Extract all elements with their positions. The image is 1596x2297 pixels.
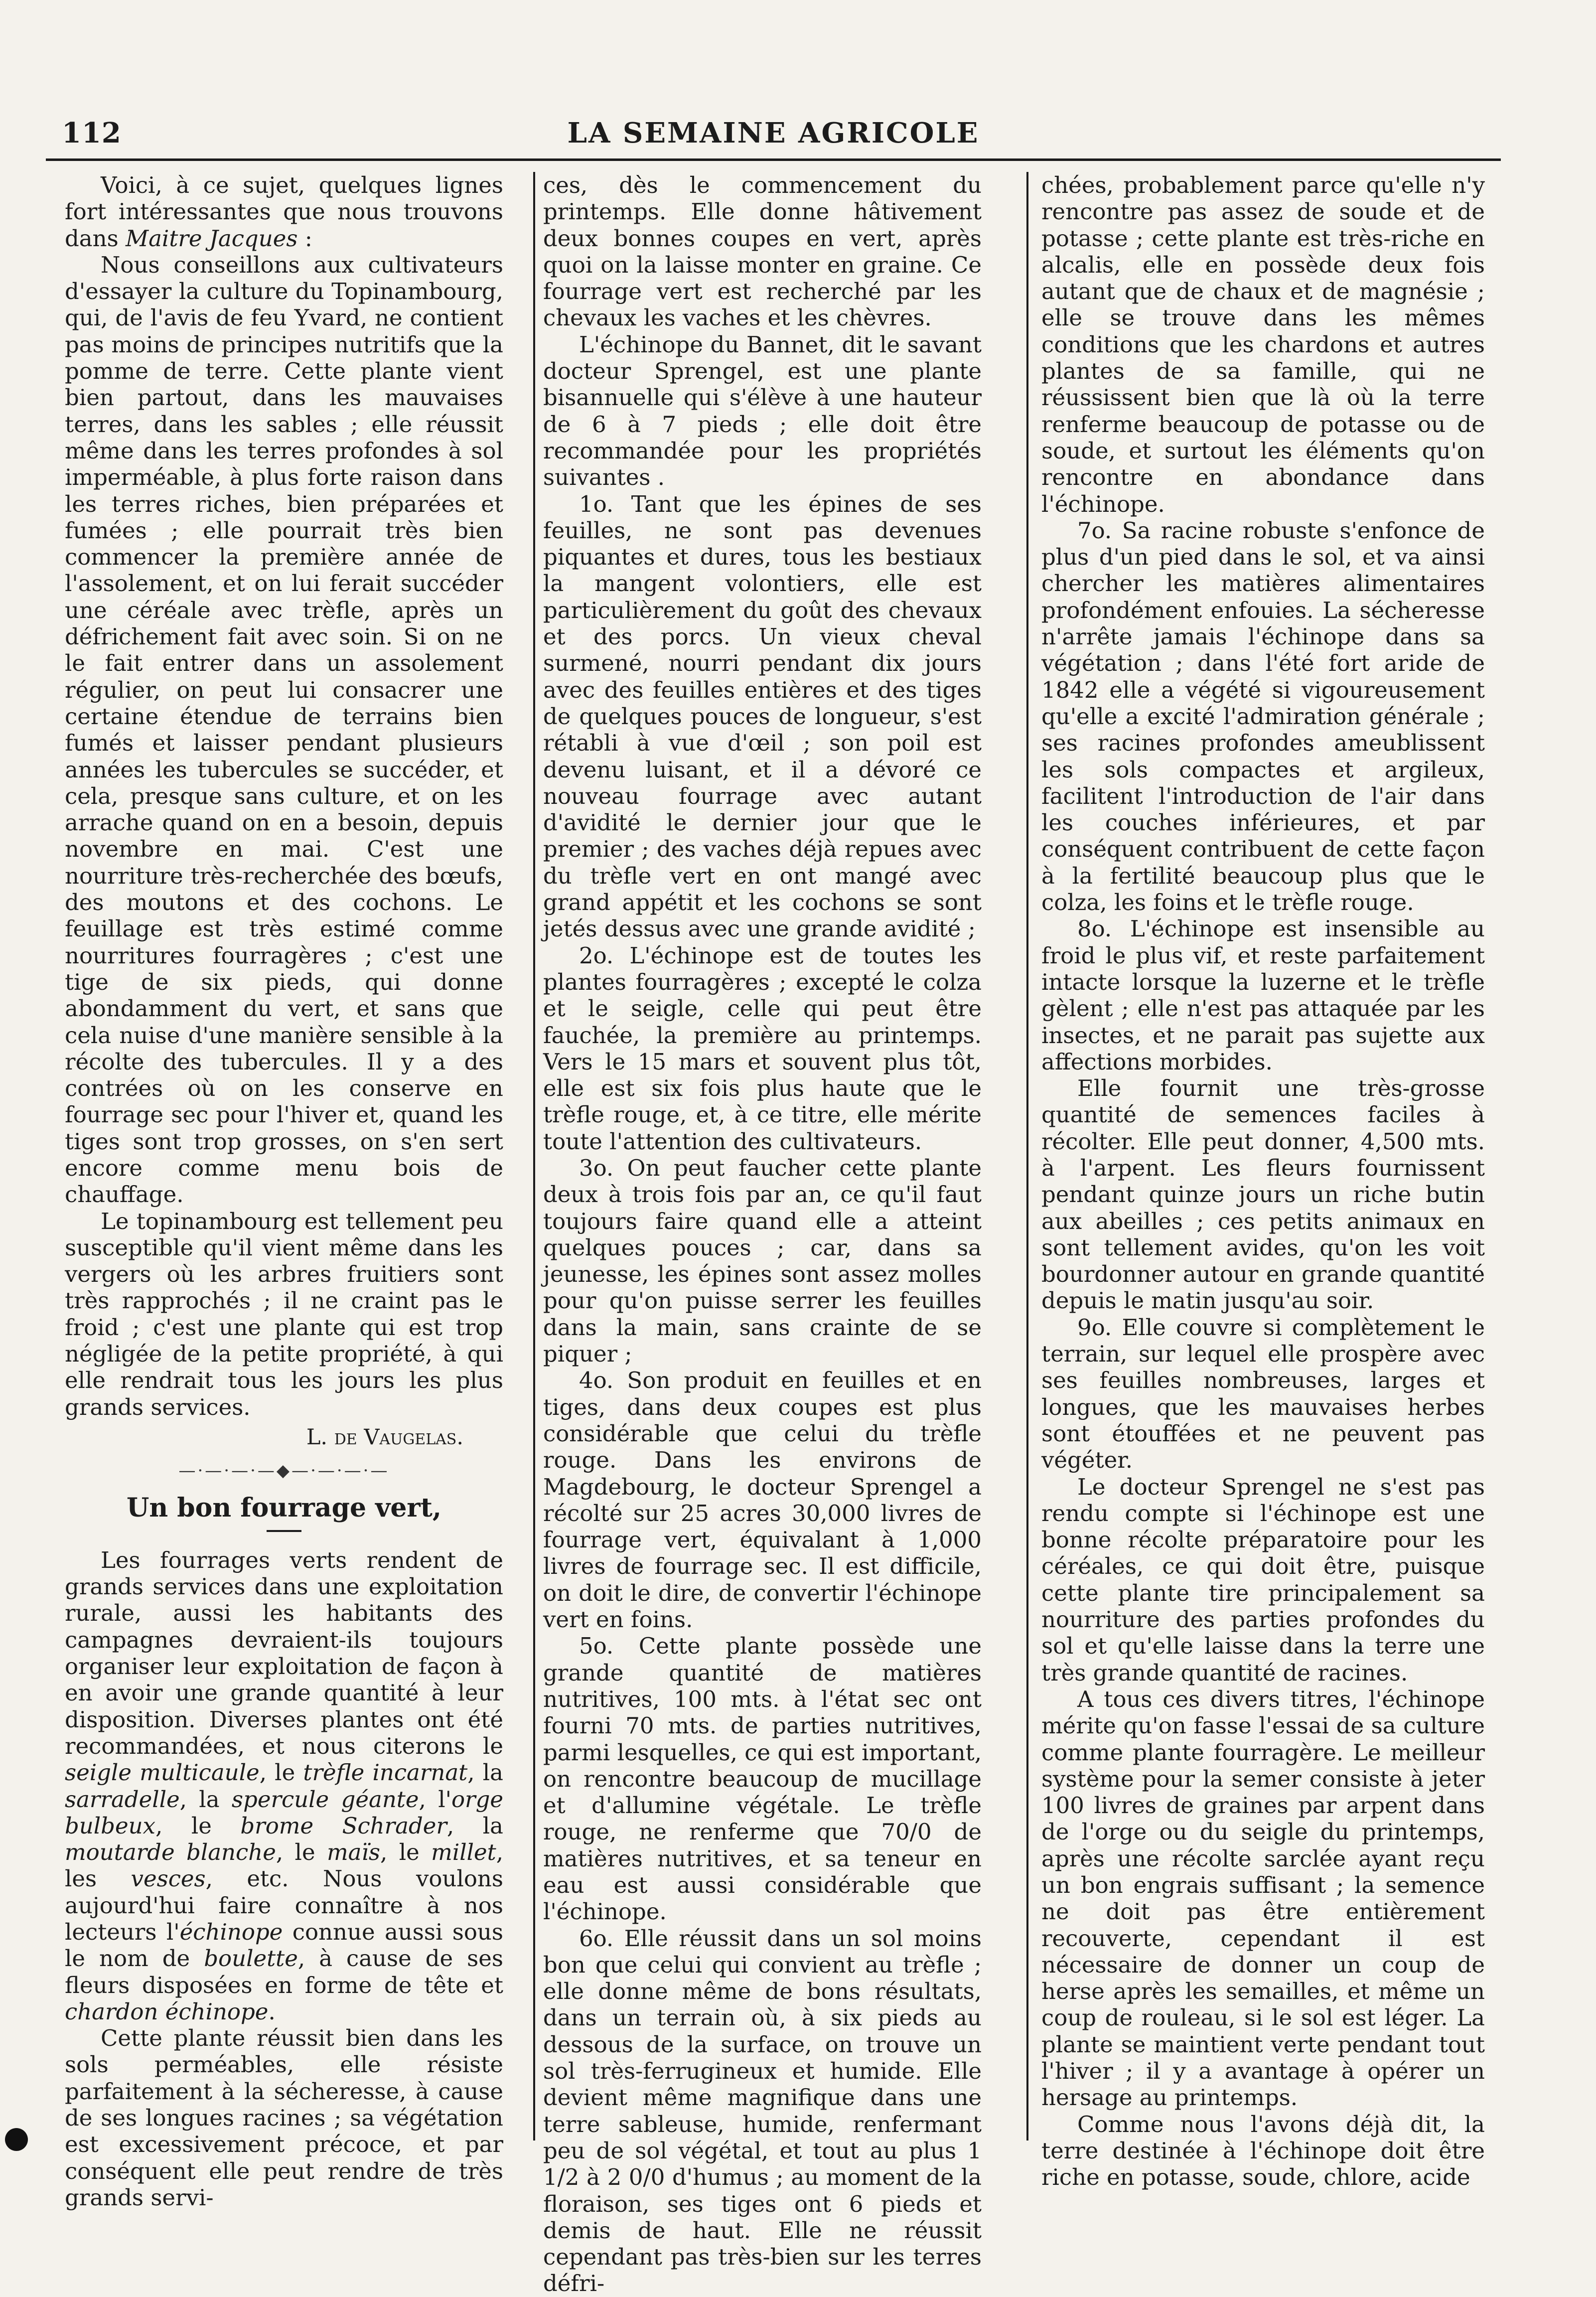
column-1 (65, 172, 503, 2211)
header-rule (46, 158, 1501, 161)
column-3 (1041, 172, 1485, 2191)
paragraph: 2o. L'échinope est de toutes les plantes fourragères ; excepté le colza et le seigle, celle qui peut être fauchée, la première au printemps. Vers le 15 mars et souvent plus tôt, elle est six fois plus haute que le trèfle rouge, et, à ce titre, elle mérite toute l'attention des cultivateurs. (543, 942, 982, 1155)
paragraph: 5o. Cette plante possède une grande quantité de matières nutritives, 100 mts. à l'état sec ont fourni 70 mts. de parties nutritives, parmi lesquelles, ce qui est important, on rencontre beaucoup de mucillage et d'allumine végétale. Le trèfle rouge, ne renferme que 70/0 de matières nutritives, et sa teneur en eau est aussi considérable que l'échinope. (543, 1633, 982, 1925)
page-number: 112 (62, 117, 122, 150)
paragraph: 7o. Sa racine robuste s'enfonce de plus d'un pied dans le sol, et va ainsi chercher les matières alimentaires profondément enfouies. La sécheresse n'arrête jamais l'échinope dans sa végétation ; dans l'été fort aride de 1842 elle a végété si vigoureusement qu'elle a excité l'admiration générale ; ses racines profondes ameublissent les sols compactes et argileux, facilitent l'introduction de l'air dans les couches inférieures, et par conséquent contribuent de cette façon à la fertilité beaucoup plus que le colza, les foins et le trèfle rouge. (1041, 517, 1485, 916)
section-title: Un bon fourrage vert, (127, 1492, 441, 1523)
column-divider (1026, 172, 1028, 2141)
paragraph: Comme nous l'avons déjà dit, la terre destinée à l'échinope doit être riche en potasse, soude, chlore, acide (1041, 2111, 1485, 2191)
paragraph: 9o. Elle couvre si complètement le terrain, sur lequel elle prospère avec ses feuilles nombreuses, larges et longues, que les mauvaises herbes sont étouffées et ne peuvent pas végéter. (1041, 1314, 1485, 1474)
paragraph: Le topinambourg est tellement peu susceptible qu'il vient même dans les vergers où les arbres fruitiers sont très rapprochés ; il ne craint pas le froid ; c'est une plante qui est trop négligée de la petite propriété, à qui elle rendrait tous les jours les plus grands services. (65, 1208, 503, 1420)
column-divider (533, 172, 535, 2141)
paragraph: 4o. Son produit en feuilles et en tiges, dans deux coupes est plus considérable que celui du trèfle rouge. Dans les environs de Magdebourg, le docteur Sprengel a récolté sur 25 acres 30,000 livres de fourrage vert, équivalant à 1,000 livres de fourrage sec. Il est difficile, on doit le dire, de convertir l'échinope vert en foins. (543, 1367, 982, 1633)
column-2 (543, 172, 982, 2297)
author-signature: L. de Vaugelas. (306, 1424, 463, 1450)
paragraph: L'échinope du Bannet, dit le savant docteur Sprengel, est une plante bisannuelle qui s'élève à une hauteur de 6 à 7 pieds ; elle doit être recommandée pour les propriétés suivantes . (543, 331, 982, 491)
paragraph: 3o. On peut faucher cette plante deux à trois fois par an, ce qu'il faut toujours faire quand elle a atteint quelques pouces ; car, dans sa jeunesse, les épines sont assez molles pour qu'on puisse serrer les feuilles dans la main, sans crainte de se piquer ; (543, 1154, 982, 1368)
paragraph: Le docteur Sprengel ne s'est pas rendu compte si l'échinope est une bonne récolte préparatoire pour les céréales, ce qui doit être, puisque cette plante tire principalement sa nourriture des parties profondes du sol et qu'elle laisse dans la terre une très grande quantité de racines. (1041, 1473, 1485, 1686)
paragraph: 6o. Elle réussit dans un sol moins bon que celui qui convient au trèfle ; elle donne même de bons résultats, dans un terrain où, à six pieds au dessous de la surface, on trouve un sol très-ferrugineux et humide. Elle devient même magnifique dans une terre sableuse, humide, renfermant peu de sol végétal, et tout au plus 1 1/2 à 2 0/0 d'humus ; au moment de la floraison, ses tiges ont 6 pieds et demis de haut. Elle ne réussit cependant pas très-bien sur les terres défri- (543, 1925, 982, 2297)
paragraph: Cette plante réussit bien dans les sols perméables, elle résiste parfaitement à la sécheresse, à cause de ses longues racines ; sa végétation est excessivement précoce, et par conséquent elle peut rendre de très grands servi- (65, 2025, 503, 2211)
journal-title: LA SEMAINE AGRICOLE (567, 117, 980, 150)
section-ornament: —·—·—·—◆—·—·—·— (178, 1461, 390, 1481)
paragraph: Voici, à ce sujet, quelques lignes fort intéressantes que nous trouvons dans Maitre Jacques : (65, 172, 503, 252)
paragraph: Nous conseillons aux cultivateurs d'essayer la culture du Topinambourg, qui, de l'avis de feu Yvard, ne contient pas moins de principes nutritifs que la pomme de terre. Cette plante vient bien partout, dans les mauvaises terres, dans les sables ; elle réussit même dans les terres profondes à sol imperméable, à plus forte raison dans les terres riches, bien préparées et fumées ; elle pourrait très bien commencer la première année de l'assolement, et on lui ferait succéder une céréale avec trèfle, après un défrichement fait avec soin. Si on ne le fait entrer dans un assolement régulier, on peut lui consacrer une certaine étendue de terrains bien fumés et laisser pendant plusieurs années les tubercules se succéder, et cela, presque sans culture, et on les arrache quand on en a besoin, depuis novembre en mai. C'est une nourriture très-recherchée des bœufs, des moutons et des cochons. Le feuillage est très estimé comme nourritures fourragères ; c'est une tige de six pieds, qui donne abondamment du vert, et sans que cela nuise d'une manière sensible à la récolte des tubercules. Il y a des contrées où on les conserve en fourrage sec pour l'hiver et, quand les tiges sont trop grosses, on s'en sert encore comme menu bois de chauffage. (65, 251, 503, 1208)
paragraph: A tous ces divers titres, l'échinope mérite qu'on fasse l'essai de sa culture comme plante fourragère. Le meilleur système pour la semer consiste à jeter 100 livres de graines par arpent dans de l'orge ou du seigle du printemps, après une récolte sarclée ayant reçu un bon engrais suffisant ; la semence ne doit pas être entièrement recouverte, cependant il est nécessaire de donner un coup de herse après les semailles, et même un coup de rouleau, si le sol est léger. La plante se maintient verte pendant tout l'hiver ; il y a avantage à opérer un hersage au printemps. (1041, 1685, 1485, 2111)
paragraph: ces, dès le commencement du printemps. Elle donne hâtivement deux bonnes coupes en vert, après quoi on la laisse monter en graine. Ce fourrage vert est recherché par les chevaux les vaches et les chèvres. (543, 172, 982, 331)
paragraph: chées, probablement parce qu'elle n'y rencontre pas assez de soude et de potasse ; cette plante est très-riche en alcalis, elle en possède deux fois autant que de chaux et de magnésie ; elle se trouve dans les mêmes conditions que les chardons et autres plantes de sa famille, qui ne réussissent bien que là où la terre renferme beaucoup de potasse ou de soude, et surtout les éléments qu'on rencontre en abondance dans l'échinope. (1041, 172, 1485, 517)
paragraph: 1o. Tant que les épines de ses feuilles, ne sont pas devenues piquantes et dures, tous les bestiaux la mangent volontiers, elle est particulièrement du goût des chevaux et des porcs. Un vieux cheval surmené, nourri pendant dix jours avec des feuilles entières et des tiges de quelques pouces de longueur, s'est rétabli à vue d'œil ; son poil est devenu luisant, et il a dévoré ce nouveau fourrage avec autant d'avidité le dernier jour que le premier ; des vaches déjà repues avec du trèfle vert en ont mangé avec grand appétit et les cochons se sont jetés dessus avec une grande avidité ; (543, 490, 982, 942)
paragraph: Elle fournit une très-grosse quantité de semences faciles à récolter. Elle peut donner, 4,500 mts. à l'arpent. Les fleurs fournissent pendant quinze jours un riche butin aux abeilles ; ces petits animaux en sont tellement avides, qu'on les voit bourdonner autour en grande quantité depuis le matin jusqu'au soir. (1041, 1075, 1485, 1314)
title-divider (267, 1530, 301, 1532)
page-header (46, 114, 1501, 158)
binding-hole-mark (5, 2128, 28, 2151)
paragraph: Les fourrages verts rendent de grands services dans une exploitation rurale, aussi les habitants des campagnes devraient-ils toujours organiser leur exploitation de façon à en avoir une grande quantité à leur disposition. Diverses plantes ont été recommandées, et nous citerons le seigle multicaule, le trèfle incarnat, la sarradelle, la spercule géante, l'orge bulbeux, le brome Schrader, la moutarde blanche, le maïs, le millet, les vesces, etc. Nous voulons aujourd'hui faire connaître à nos lecteurs l'échinope connue aussi sous le nom de boulette, à cause de ses fleurs disposées en forme de tête et chardon échinope. (65, 1546, 504, 2025)
paragraph: 8o. L'échinope est insensible au froid le plus vif, et reste parfaitement intacte lorsque la luzerne et le trèfle gèlent ; elle n'est pas attaquée par les insectes, et ne parait pas sujette aux affections morbides. (1041, 916, 1485, 1075)
